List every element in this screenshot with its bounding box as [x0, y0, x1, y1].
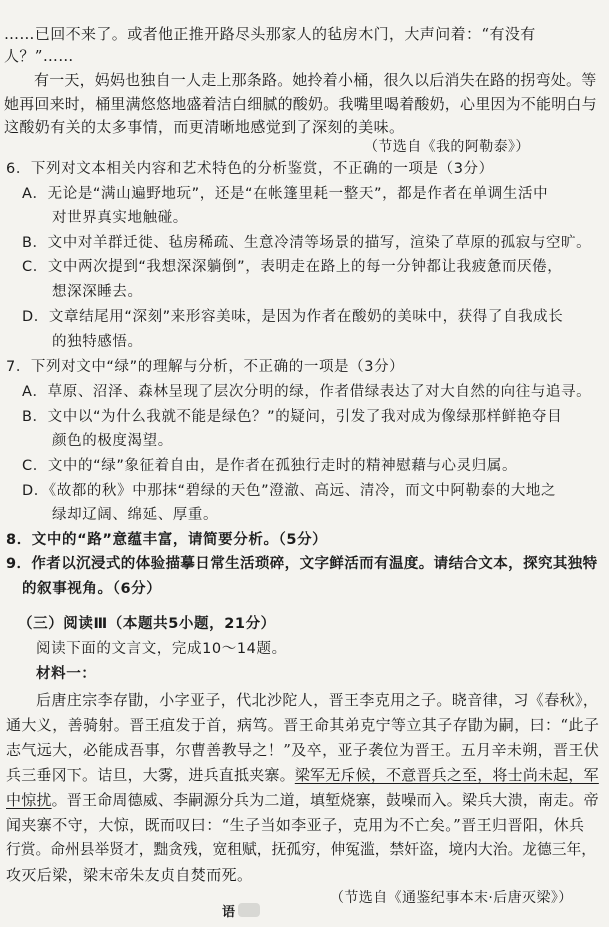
classical-text-line-2: 通大义，善骑射。晋王疽发于首，病笃。晋王命其弟克宁等立其子存勖为嗣，曰：“此子 [6, 716, 600, 734]
classical-source: （节选自《通鉴纪事本末·后唐灭梁》） [330, 890, 573, 906]
q8-stem: 8．文中的“路”意蕴丰富，请简要分析。（5分） [6, 532, 328, 548]
story-line-4: 她再回来时，桶里满悠悠地盛着洁白细腻的酸奶。我嘴里喝着酸奶，心里因为不能明白与 [4, 95, 597, 113]
q6-option-c-cont: 想深深睡去。 [52, 284, 143, 300]
story-line-3: 有一天，妈妈也独自一人走上那条路。她拎着小桶，很久以后消失在路的拐弯处。等 [34, 71, 597, 89]
q7-option-c: C．文中的“绿”象征着自由，是作者在孤独行走时的精神慰藉与心灵归属。 [22, 458, 518, 474]
material-label: 材料一： [36, 666, 97, 682]
q6-option-a: A．无论是“满山遍野地玩”，还是“在帐篷里耗一整天”，都是作者在单调生活中 [22, 186, 549, 202]
classical-text-line-4 [6, 765, 599, 785]
story-source: （节选自《我的阿勒泰》） [364, 139, 530, 155]
classical-text-line-1: 后唐庄宗李存勖，小字亚子，代北沙陀人，晋王李克用之子。晓音律，习《春秋》， [36, 691, 599, 709]
q7-option-a: A．草原、沼泽、森林呈现了层次分明的绿，作者借绿表达了对大自然的向往与追寻。 [22, 384, 592, 400]
classical-text-plain: 兵三垂冈下。诘旦，大雾，进兵直抵夹寨。 [6, 766, 295, 784]
q9-stem: 9．作者以沉浸式的体验描摹日常生活琐碎，文字鲜活而有温度。请结合文本，探究其独特 [6, 556, 598, 572]
classical-text-line-5 [6, 790, 599, 810]
q6-option-d-cont: 的独特感悟。 [52, 334, 143, 350]
q7-option-b-cont: 颜色的极度渴望。 [52, 433, 173, 449]
q7-stem: 7．下列对文中“绿”的理解与分析，不正确的一项是（3分） [6, 359, 405, 375]
story-line-2: 人？”…… [4, 47, 74, 65]
classical-text-line-3: 志气远大，必能成吾事，尔曹善教导之！”及卒，亚子袭位为晋王。五月辛未朔，晋王伏 [6, 741, 600, 759]
classical-text-plain: 。晋王命周德威、李嗣源分兵为二道，填堑烧寨，鼓噪而入。梁兵大溃，南走。帝 [51, 791, 599, 809]
q9-stem-cont: 的叙事视角。（6分） [22, 581, 162, 597]
section-instruction: 阅读下面的文言文，完成10～14题。 [36, 641, 287, 657]
q6-option-d: D．文章结尾用“深刻”来形容美味，是因为作者在酸奶的美味中，获得了自我成长 [22, 309, 564, 325]
q6-option-b: B．文中对羊群迁徙、毡房稀疏、生意冷清等场景的描写，渲染了草原的孤寂与空旷。 [22, 235, 592, 251]
q7-option-d: D．《故都的秋》中那抹“碧绿的天色”澄澈、高远、清冷，而文中阿勒泰的大地之 [22, 483, 557, 499]
underlined-sentence-end: 中惊扰 [6, 791, 52, 809]
story-line-1: ……已回不来了。或者他正推开路尽头那家人的毡房木门，大声问着：“有没有 [4, 25, 536, 43]
q6-stem: 6．下列对文本相关内容和艺术特色的分析鉴赏，不正确的一项是（3分） [6, 161, 494, 177]
q7-option-b: B．文中以“为什么我就不能是绿色？”的疑问，引发了我对成为像绿那样鲜艳夺目 [22, 409, 563, 425]
section-title: （三）阅读Ⅲ（本题共5小题，21分） [18, 616, 276, 632]
ink-smudge [238, 903, 260, 917]
q6-option-a-cont: 对世界真实地触碰。 [52, 210, 188, 226]
classical-text-line-8: 攻灭后梁，梁末帝朱友贞自焚而死。 [6, 866, 253, 884]
page-footer: 语 [222, 905, 236, 920]
q7-option-d-cont: 绿却辽阔、绵延、厚重。 [52, 507, 219, 523]
underlined-sentence: 梁军无斥候，不意晋兵之至，将士尚未起，军 [294, 766, 599, 784]
story-line-5: 这酸奶有关的太多事情，而更清晰地感觉到了深刻的美味。 [4, 118, 405, 136]
classical-text-line-6: 闻夹寨不守，大惊，既而叹曰：“生子当如李亚子，克用为不亡矣。”晋王归晋阳，休兵 [6, 816, 585, 834]
q6-option-c: C．文中两次提到“我想深深躺倒”，表明走在路上的每一分钟都让我疲惫而厌倦， [22, 259, 563, 275]
classical-text-line-7: 行赏。命州县举贤才，黜贪残，宽租赋，抚孤穷，伸冤滥，禁奸盗，境内大治。龙德三年， [6, 841, 596, 858]
